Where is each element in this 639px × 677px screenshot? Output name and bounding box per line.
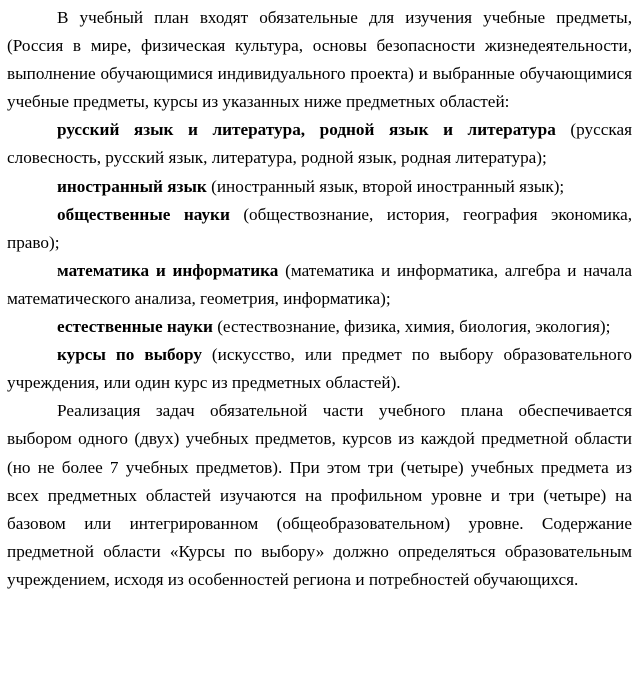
subject-area-name: русский язык и литература, родной язык и литература [57, 120, 556, 140]
realization-paragraph: Реализация задач обязательной части учебного плана обеспечивается выбором одного (двух) учебных предметов, курсов из каждой предметной области (но не более 7 учебных предметов). При этом три (четыре) учебных предмета из всех предметных областей изучаются на профильном уровне и три (четыре) на базовом или интегрированном (общеобразовательном) уровне. Содержание предметной области «Курсы по выбору» должно определяться образовательным учреждением, исходя из особенностей региона и потребностей обучающихся. [7, 401, 632, 589]
subject-area-item [7, 201, 632, 257]
subject-area-name: курсы по выбору [57, 345, 202, 365]
subject-area-details: (математика и информатика, алгебра и начала математического анализа, геометрия, информатика); [7, 260, 632, 308]
subject-area-details: (обществознание, история, география экономика, право); [7, 204, 632, 252]
subject-area-details: (естествознание, физика, химия, биология, экология); [212, 317, 611, 337]
subject-area-details: (искусство, или предмет по выбору образовательного учреждения, или один курс из предметных областей). [7, 345, 632, 393]
intro-paragraph: В учебный план входят обязательные для изучения учебные предметы, (Россия в мире, физическая культура, основы безопасности жизнедеятельности, выполнение обучающимися индивидуального проекта) и выбранные обучающимися учебные предметы, курсы из указанных ниже предметных областей: [7, 8, 632, 112]
subject-area-item [7, 257, 632, 313]
subject-area-name: естественные науки [57, 317, 213, 337]
subject-area-item [7, 116, 632, 172]
subject-area-details: (иностранный язык, второй иностранный язык); [206, 176, 565, 196]
subject-area-item [7, 313, 632, 341]
subject-area-details: (русская словесность, русский язык, литература, родной язык, родная литература); [7, 120, 632, 168]
subject-area-name: общественные науки [57, 204, 230, 224]
subject-area-name: математика и информатика [57, 260, 279, 280]
subject-area-item [7, 341, 632, 397]
subject-area-name: иностранный язык [57, 176, 207, 196]
subject-area-item [7, 173, 632, 201]
